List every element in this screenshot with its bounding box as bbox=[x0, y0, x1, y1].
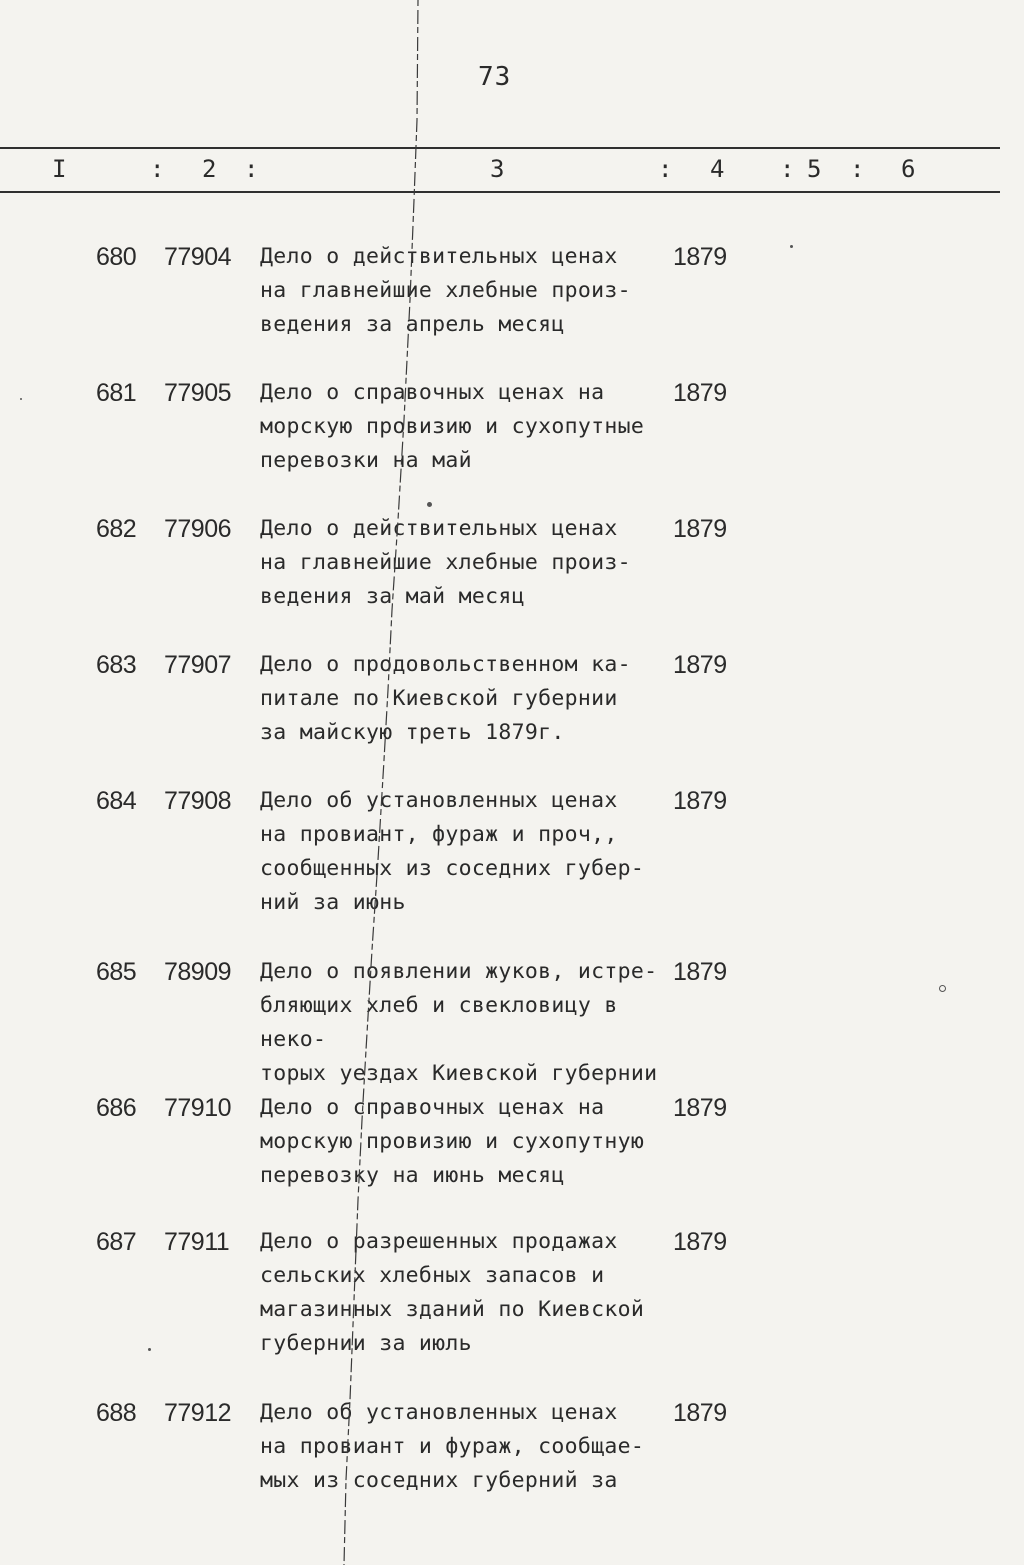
column-separator: : bbox=[150, 155, 165, 183]
record-code: 77904 bbox=[164, 243, 232, 271]
record-title: Дело о справочных ценах на морскую провизию и сухопутную перевозку на июнь месяц bbox=[260, 1095, 645, 1188]
record-year: 1879 bbox=[673, 651, 727, 679]
record-number: 687 bbox=[96, 1228, 137, 1256]
record-code: 77907 bbox=[164, 651, 232, 679]
record-year: 1879 bbox=[673, 1094, 727, 1122]
speck bbox=[148, 1348, 151, 1351]
record-code: 77905 bbox=[164, 379, 232, 407]
record-code: 78909 bbox=[164, 958, 232, 986]
column-separator: : bbox=[780, 155, 795, 183]
record-number: 682 bbox=[96, 515, 137, 543]
column-separator: : bbox=[658, 155, 673, 183]
record-number: 685 bbox=[96, 958, 137, 986]
column-separator: : bbox=[244, 155, 259, 183]
header-rule-top bbox=[0, 147, 1000, 149]
column-header-6: 6 bbox=[901, 155, 916, 183]
record-year: 1879 bbox=[673, 243, 727, 271]
record-number: 680 bbox=[96, 243, 137, 271]
column-header-3: 3 bbox=[490, 155, 505, 183]
record-title: Дело о действительных ценах на главнейшие хлебные произ- ведения за апрель месяц bbox=[260, 244, 631, 337]
column-header-2: 2 bbox=[202, 155, 217, 183]
speck bbox=[427, 502, 432, 507]
record-title: Дело о справочных ценах на морскую провизию и сухопутные перевозки на май bbox=[260, 380, 645, 473]
record-code: 77912 bbox=[164, 1399, 232, 1427]
record-number: 681 bbox=[96, 379, 137, 407]
record-year: 1879 bbox=[673, 787, 727, 815]
record-title: Дело о разрешенных продажах сельских хлебных запасов и магазинных зданий по Киевской губернии за июль bbox=[260, 1229, 645, 1356]
page-number: 73 bbox=[478, 62, 512, 92]
record-code: 77911 bbox=[164, 1228, 230, 1256]
record-year: 1879 bbox=[673, 515, 727, 543]
record-year: 1879 bbox=[673, 1399, 727, 1427]
column-separator: : bbox=[850, 155, 865, 183]
record-title: Дело об установленных ценах на провиант и фураж, сообщае- мых из соседних губерний за bbox=[260, 1400, 645, 1493]
record-code: 77908 bbox=[164, 787, 232, 815]
column-header-I: I bbox=[52, 155, 67, 183]
record-number: 683 bbox=[96, 651, 137, 679]
record-number: 688 bbox=[96, 1399, 137, 1427]
record-number: 684 bbox=[96, 787, 137, 815]
record-title: Дело о продовольственном ка- питале по Киевской губернии за майскую треть 1879г. bbox=[260, 652, 631, 745]
record-year: 1879 bbox=[673, 958, 727, 986]
column-header-4: 4 bbox=[710, 155, 725, 183]
column-header-5: 5 bbox=[807, 155, 822, 183]
speck bbox=[939, 985, 946, 992]
header-rule-bottom bbox=[0, 191, 1000, 193]
record-year: 1879 bbox=[673, 379, 727, 407]
record-number: 686 bbox=[96, 1094, 137, 1122]
record-title: Дело о действительных ценах на главнейшие хлебные произ- ведения за май месяц bbox=[260, 516, 631, 609]
record-title: Дело о появлении жуков, истре- бляющих хлеб и свекловицу в неко- торых уездах Киевской губернии bbox=[260, 959, 658, 1086]
record-code: 77906 bbox=[164, 515, 232, 543]
record-code: 77910 bbox=[164, 1094, 232, 1122]
record-year: 1879 bbox=[673, 1228, 727, 1256]
speck bbox=[790, 245, 793, 248]
record-title: Дело об установленных ценах на провиант, фураж и проч,, сообщенных из соседних губер- ний за июнь bbox=[260, 788, 645, 915]
speck bbox=[20, 398, 22, 400]
